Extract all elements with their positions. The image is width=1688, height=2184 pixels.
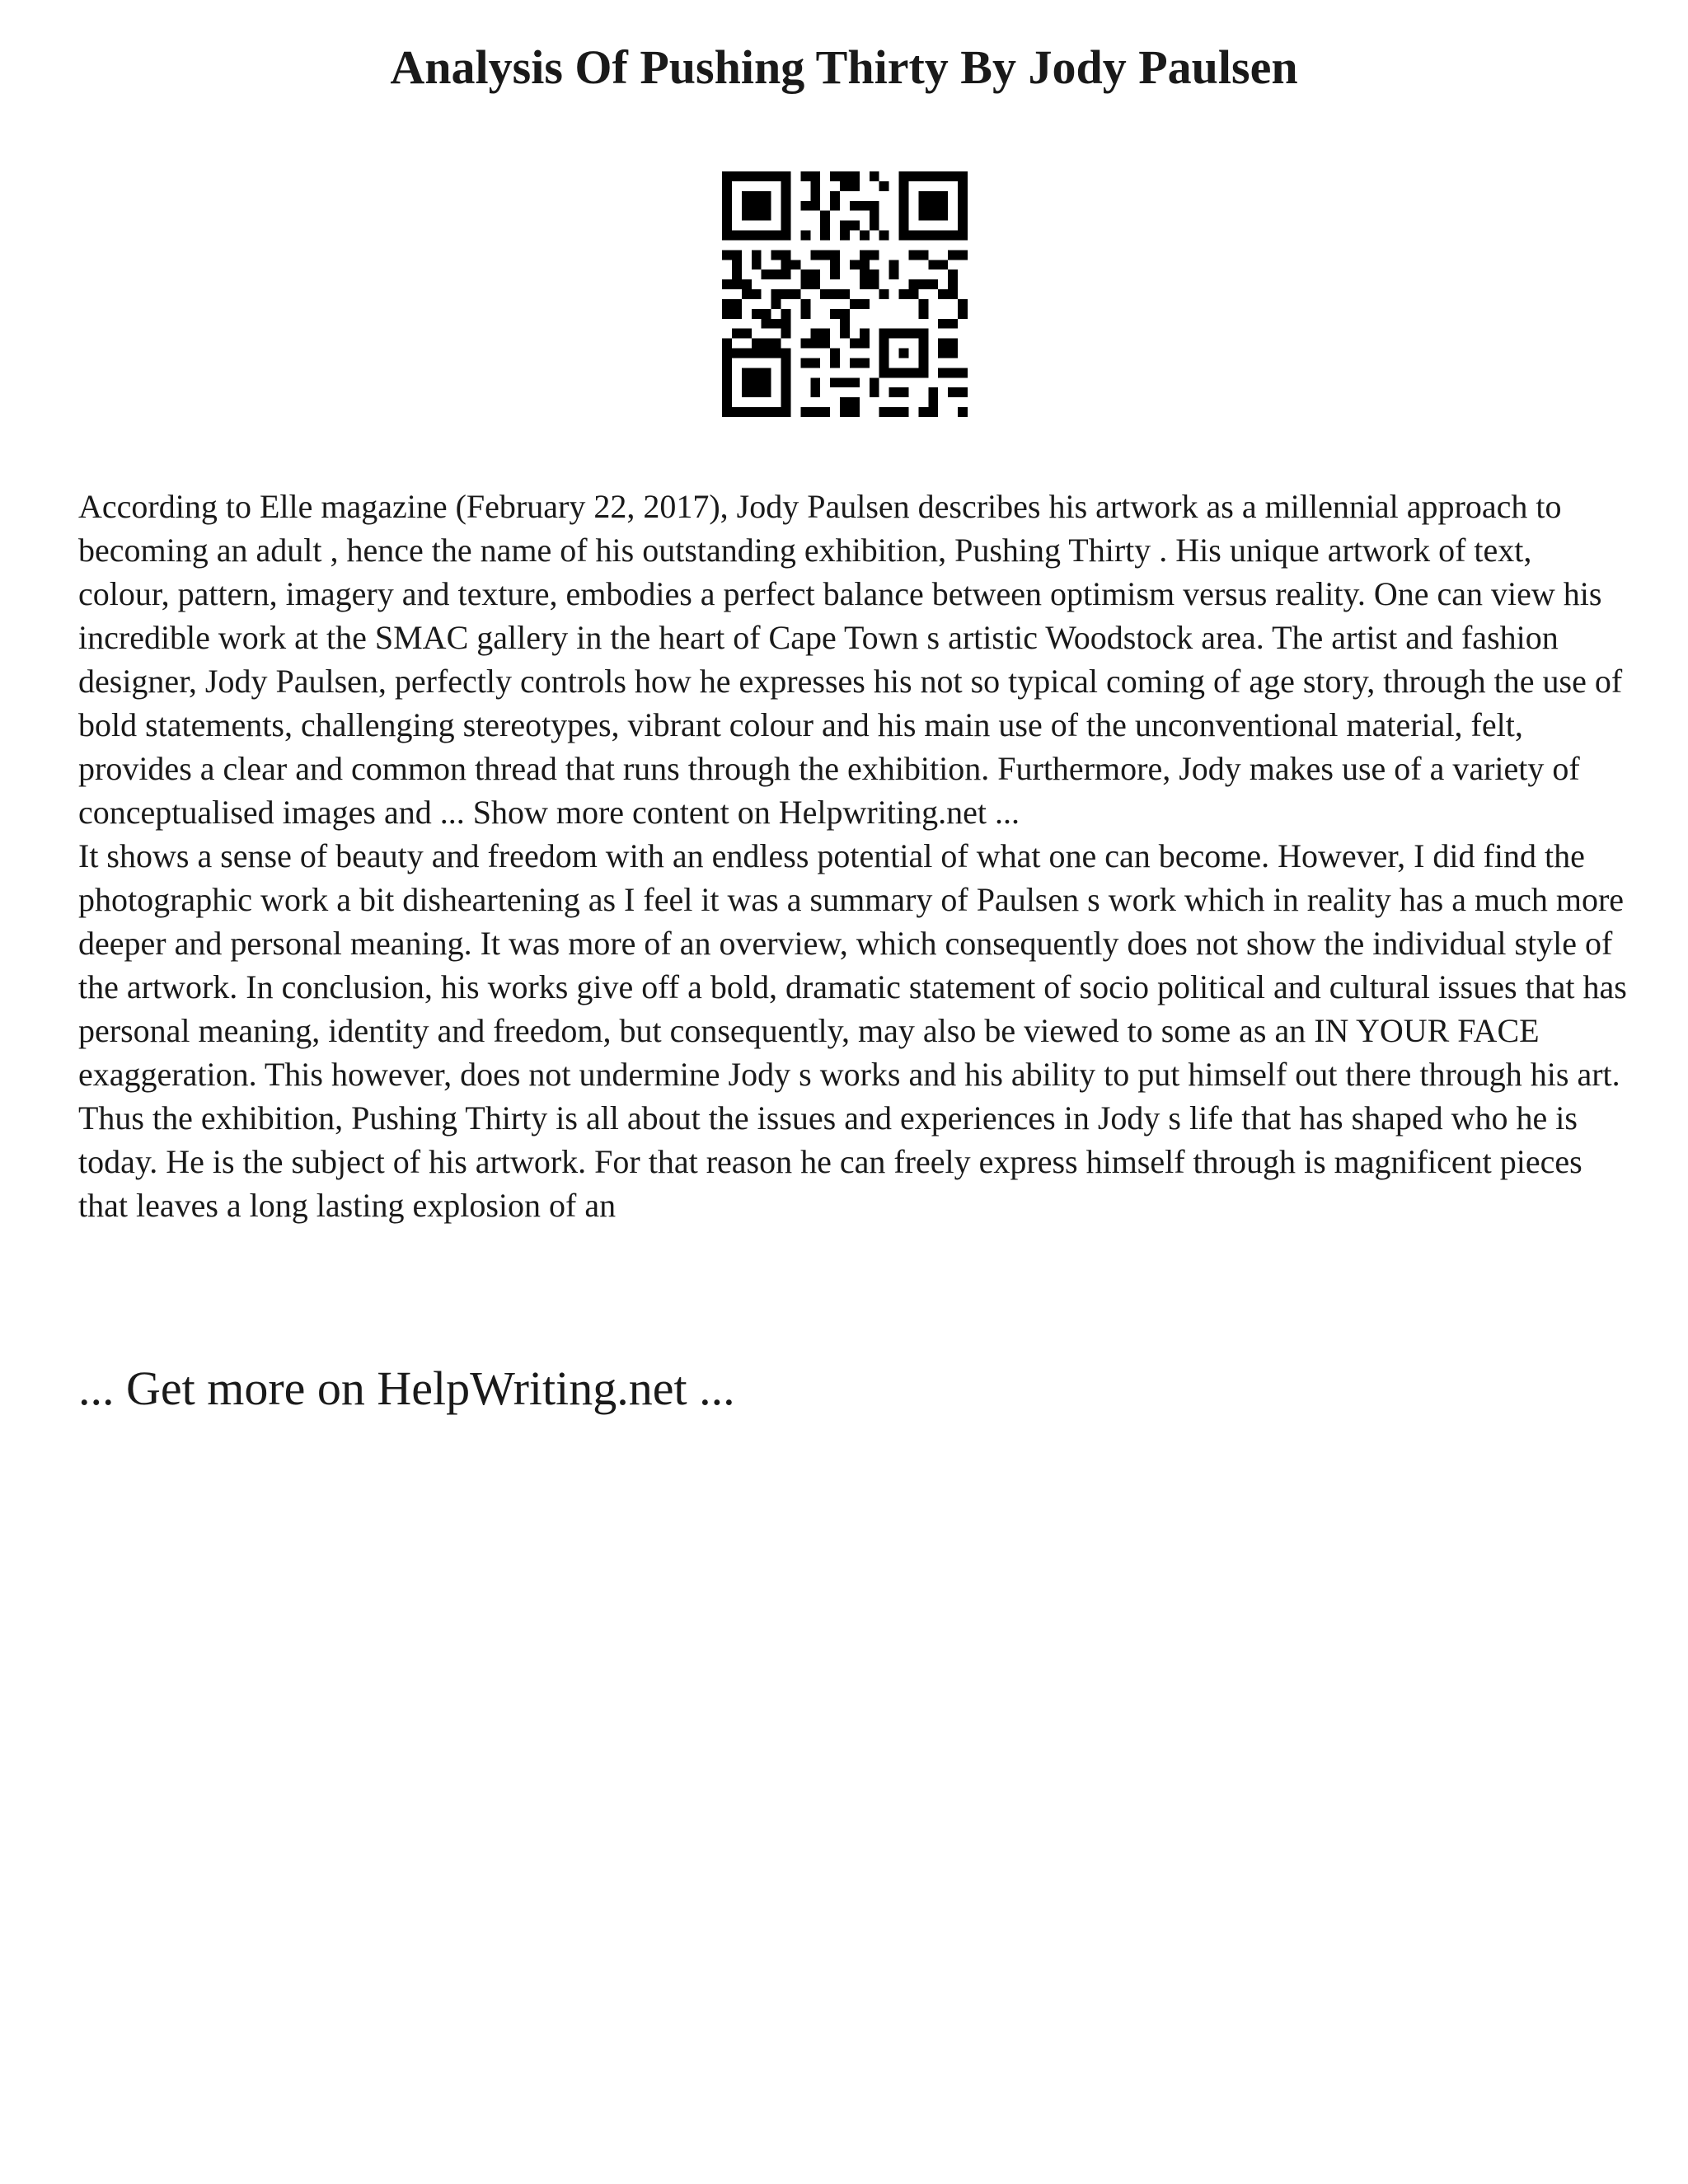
article-body <box>78 485 1628 1227</box>
paragraph-conclusion: It shows a sense of beauty and freedom with an endless potential of what one can become. However, I did find the photographic work a bit disheartening as I feel it was a summary of Paulsen s work which in reality has a much more deeper and personal meaning. It was more of an overview, which consequently does not show the individual style of the artwork. In conclusion, his works give off a bold, dramatic statement of socio political and cultural issues that has personal meaning, identity and freedom, but consequently, may also be viewed to some as an IN YOUR FACE exaggeration. This however, does not undermine Jody s works and his ability to put himself out there through his art. Thus the exhibition, Pushing Thirty is all about the issues and experiences in Jody s life that has shaped who he is today. He is the subject of his artwork. For that reason he can freely express himself through is magnificent pieces that leaves a long lasting explosion of an <box>78 837 1627 1224</box>
paragraph-intro: According to Elle magazine (February 22, 2017), Jody Paulsen describes his artwork as a millennial approach to becoming an adult , hence the name of his outstanding exhibition, Pushing Thirty . His unique artwork of text, colour, pattern, imagery and texture, embodies a perfect balance between optimism versus reality. One can view his incredible work at the SMAC gallery in the heart of Cape Town s artistic Woodstock area. The artist and fashion designer, Jody Paulsen, perfectly controls how he expresses his not so typical coming of age story, through the use of bold statements, challenging stereotypes, vibrant colour and his main use of the unconventional material, felt, provides a clear and common thread that runs through the exhibition. Furthermore, Jody makes use of a variety of conceptualised images and ... Show more content on Helpwriting.net ... <box>78 488 1623 831</box>
get-more-link[interactable]: ... Get more on HelpWriting.net ... <box>78 1361 735 1415</box>
qr-code-icon <box>722 171 968 417</box>
page-title: Analysis Of Pushing Thirty By Jody Paulsen <box>390 40 1298 94</box>
